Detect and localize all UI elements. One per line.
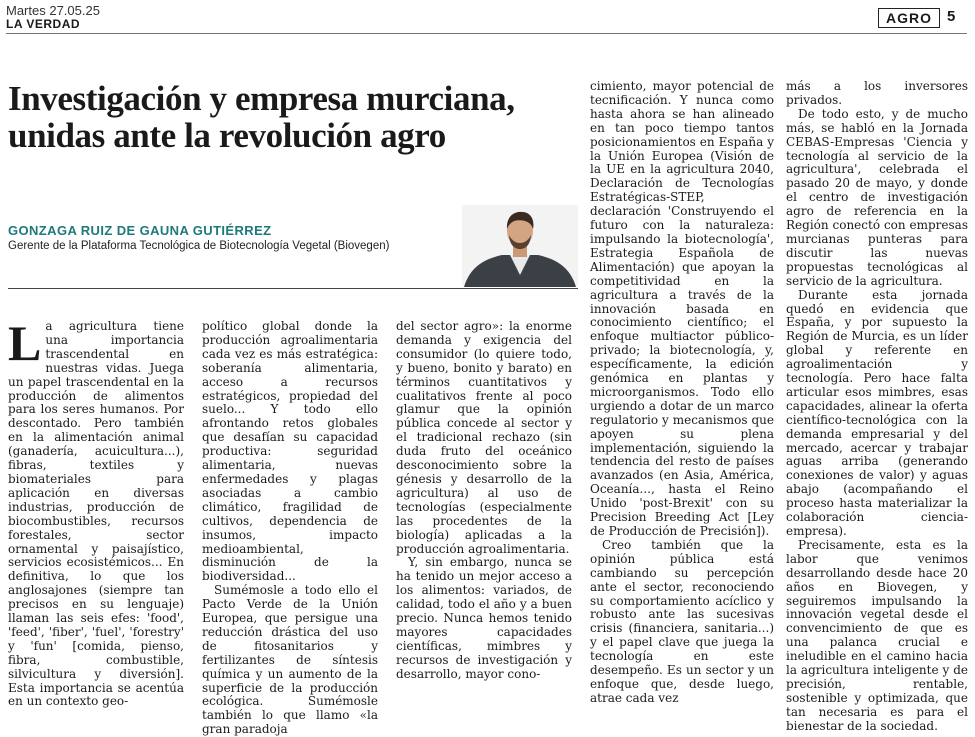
author-name: GONZAGA RUIZ DE GAUNA GUTIÉRREZ [8,223,272,238]
paragraph: Creo también que la opinión pública está cambiando su percepción ante el sector, reconociendo su comportamiento acíclico y robusto ante las sucesivas crisis (financiera, sanitaria...) y el papel clave que juega la tecnología en este desempeño. Es un sector y un enfoque que, desde luego, atrae cada vez [590,537,774,705]
headline-line-2: unidas ante la revolución agro [8,116,446,155]
author-portrait-icon [462,205,578,287]
article-column-4 [590,79,774,705]
paragraph: Y, sin embargo, nunca se ha tenido un mejor acceso a los alimentos: variados, de calidad, todo el año y a buen precio. Nunca hemos tenido mayores capacidades científicas, mimbres y recursos de investigación y desarrollo, mayor cono- [396,555,572,681]
article-column-5 [786,79,968,733]
paragraph: del sector agro»: la enorme demanda y exigencia del consumidor (lo quiere todo, y bueno, bonito y barato) en términos cuantitativos y cualitativos frente al poco glamur que la opinión pública concede al sector y el tradicional rechazo (sin duda fruto del oceánico desconocimiento sobre la génesis y desarrollo de la agricultura) al uso de tecnologías (especialmente las procedentes de la biología) aplicadas a la producción agroalimentaria. [396,319,572,556]
headline-line-1: Investigación y empresa murciana, [8,79,515,118]
paragraph: cimiento, mayor potencial de tecnificación. Y nunca como hasta ahora se han alineado en tan poco tiempo tantos posicionamientos en España y la Unión Europea (Visión de la UE en la agricultura 2040, Declaración de Tecnologías Estratégicas-STEP, declaración 'Construyendo el futuro con la naturaleza: impulsando la biotecnología', Estrategia Española de Alimentación) que apoyan la competitividad en la agricultura a través de la innovación basada en conocimiento científico; el enfoque multiactor público-privado; la biotecnología, y, específicamente, la edición genómica en plantas y microorganismos. Todo ello urgiendo a dotar de un marco regulatorio y mecanismos que apoyen su plena implementación, siguiendo la tendencia del resto de países avanzados (en Asia, América, Oceanía..., hasta el Reino Unido 'post-Brexit' con su Precision Breeding Act [Ley de Producción de Precisión]). [590,79,774,538]
article-column-3 [396,319,572,681]
paragraph: político global donde la producción agroalimentaria cada vez es más estratégica: soberanía alimentaria, acceso a recursos estratégicos, propiedad del suelo... Y todo ello afrontando retos globales que desafían su capacidad productiva: seguridad alimentaria, nuevas enfermedades y plagas asociadas a cambio climático, fragilidad de cultivos, dependencia de insumos, impacto medioambiental, disminución de la biodiversidad... [202,319,378,584]
section-label: AGRO [878,8,940,28]
author-role: Gerente de la Plataforma Tecnológica de Biotecnología Vegetal (Biovegen) [8,240,390,252]
paragraph: Precisamente, esta es la labor que venimos desarrollando desde hace 20 años en Biovegen, y seguiremos impulsando la innovación vegetal desde el convencimiento de que es una palanca crucial e ineludible en el camino hacia la agricultura inteligente y de precisión, rentable, sostenible y optimizada, que tan necesaria es para el bienestar de la sociedad. [786,537,968,733]
paragraph: De todo esto, y de mucho más, se habló en la Jornada CEBAS-Empresas 'Ciencia y tecnología al servicio de la agricultura', celebrada el pasado 20 de mayo, y donde el centro de investigación agro de referencia en la Región conectó con empresas murcianas punteras para discutir las nuevas propuestas tecnológicas al servicio de la agricultura. [786,106,968,288]
byline-divider [8,288,578,289]
paragraph: Sumémosle a todo ello el Pacto Verde de la Unión Europea, que persigue una reducción drástica del uso de fitosanitarios y fertilizantes de síntesis química y un aumento de la superficie de la producción ecológica. Sumémosle también lo que llamo «la gran paradoja [202,583,378,737]
issue-date: Martes 27.05.25 [6,3,100,18]
paragraph: Durante esta jornada quedó en evidencia que España, y por supuesto la Región de Murcia, es un líder global y referente en agroalimentación y tecnología. Pero hace falta articular esos mimbres, esas capacidades, alinear la oferta científico-tecnológica con la demanda empresarial y del mercado, acercar y trabajar aguas arriba (generando conexiones de valor) y aguas abajo (acompañando el proceso hasta materializar la colaboración ciencia-empresa). [786,287,968,538]
paragraph: más a los inversores privados. [786,79,968,107]
drop-cap: L [8,315,42,371]
headline [8,80,588,154]
author-photo [462,205,578,287]
article-column-2 [202,319,378,737]
paragraph [8,315,184,709]
paragraph-text: a agricultura tiene una importancia trascendental en nuestras vidas. Juega un papel trascendental en la producción de alimentos para los seres humanos. Por descontado. Pero también en la alimentación animal (ganadería, acuicultura...), fibras, textiles y biomateriales para aplicación en diversas industrias, producción de biocombustibles, recursos forestales, sector ornamental y paisajístico, servicios ecosistémicos... En definitiva, lo que los anglosajones (siempre tan precisos en su lenguaje) llaman las seis efes: 'food', 'feed', 'fiber', 'fuel', 'forestry' y 'fun' [comida, pienso, fibra, combustible, silvicultura y diversión]. Esta importancia se acentúa en un contexto geo- [8,319,184,709]
newspaper-name: LA VERDAD [6,17,81,31]
header-divider [6,33,967,34]
page-number: 5 [947,8,956,25]
article-column-1 [8,315,184,709]
